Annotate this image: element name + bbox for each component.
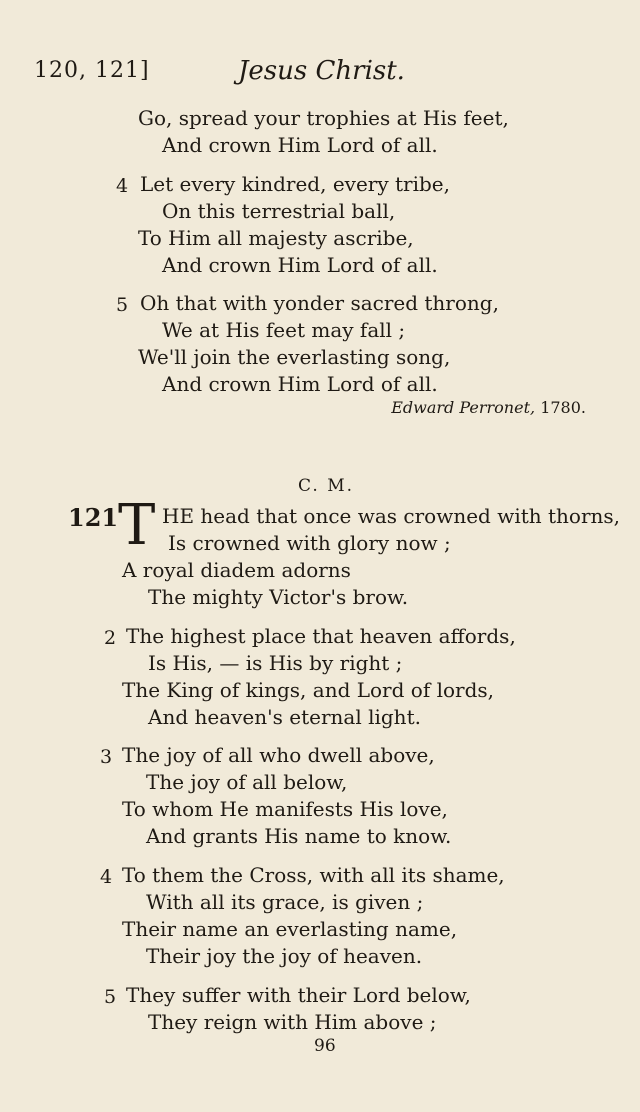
hymn-number: 121 <box>68 503 119 532</box>
verse-line: And heaven's eternal light. <box>148 705 421 729</box>
verse-line: The mighty Victor's brow. <box>148 585 409 609</box>
verse-number: 5 <box>104 986 117 1008</box>
author-year: 1780. <box>540 398 586 417</box>
verse-number: 3 <box>100 746 113 768</box>
verse-line: To Him all majesty ascribe, <box>138 226 414 250</box>
drop-cap: T <box>118 493 156 558</box>
verse-line: Let every kindred, every tribe, <box>140 172 450 196</box>
verse-line: Is crowned with glory now ; <box>168 531 451 555</box>
author-attribution <box>391 398 586 417</box>
verse-line: Go, spread your trophies at His feet, <box>138 106 509 130</box>
verse-line: The highest place that heaven affords, <box>126 624 516 648</box>
verse-line: The King of kings, and Lord of lords, <box>122 678 495 702</box>
verse-line: And crown Him Lord of all. <box>162 372 438 396</box>
verse-line: Is His, — is His by right ; <box>148 651 403 675</box>
verse-line: They reign with Him above ; <box>148 1010 437 1034</box>
verse-line: On this terrestrial ball, <box>162 199 396 223</box>
verse-line: And crown Him Lord of all. <box>162 133 438 157</box>
verse-line: To them the Cross, with all its shame, <box>122 863 505 887</box>
verse-line: HE head that once was crowned with thorns, <box>162 504 621 528</box>
verse-line: We'll join the everlasting song, <box>138 345 451 369</box>
verse-line: They suffer with their Lord below, <box>126 983 471 1007</box>
verse-line: Oh that with yonder sacred throng, <box>140 291 499 315</box>
verse-line: The joy of all who dwell above, <box>122 743 435 767</box>
verse-line: Their name an everlasting name, <box>122 917 458 941</box>
page-number: 96 <box>314 1036 336 1056</box>
verse-number: 4 <box>116 175 129 197</box>
verse-line: And crown Him Lord of all. <box>162 253 438 277</box>
verse-line: Their joy the joy of heaven. <box>146 944 423 968</box>
verse-line: With all its grace, is given ; <box>146 890 424 914</box>
page-title: Jesus Christ. <box>238 56 405 86</box>
verse-line: A royal diadem adorns <box>122 558 351 582</box>
verse-number: 5 <box>116 294 129 316</box>
verse-line: We at His feet may fall ; <box>162 318 406 342</box>
verse-line: And grants His name to know. <box>146 824 452 848</box>
meter-label: C. M. <box>298 476 355 496</box>
verse-number: 4 <box>100 866 113 888</box>
hymn-range: 120, 121] <box>34 58 150 83</box>
author-name: Edward Perronet, <box>391 398 536 417</box>
verse-line: To whom He manifests His love, <box>122 797 448 821</box>
verse-number: 2 <box>104 627 117 649</box>
verse-line: The joy of all below, <box>146 770 348 794</box>
